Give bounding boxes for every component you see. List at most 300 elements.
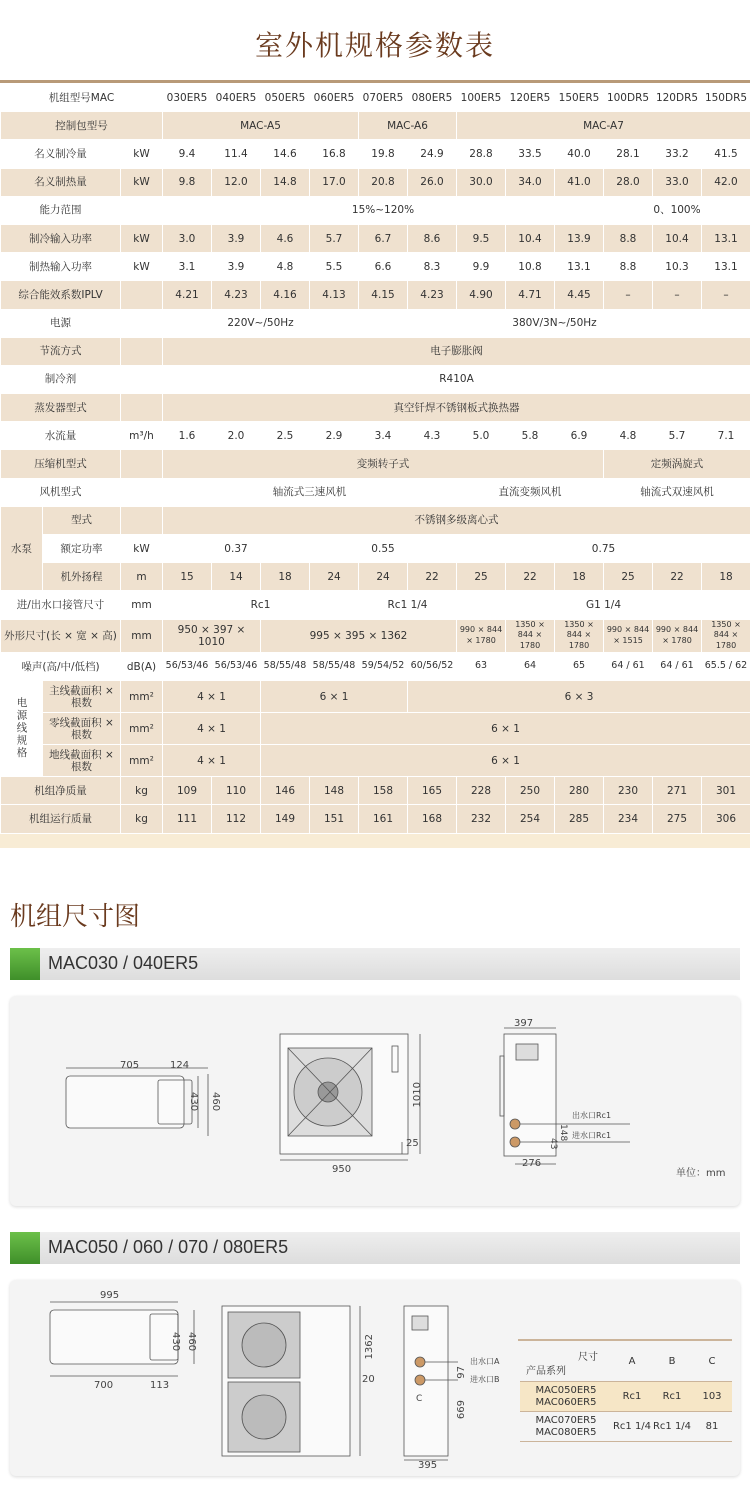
cell: Rc1 1/4: [612, 1412, 652, 1442]
model-header-cell: 120ER5: [506, 84, 555, 112]
value-cell: 8.3: [408, 253, 457, 281]
model-header-cell: 050ER5: [261, 84, 310, 112]
value-cell: 280: [555, 777, 604, 805]
value-cell: 3.9: [212, 224, 261, 252]
outlet-label: 出水口Rc1: [572, 1110, 612, 1120]
value-cell: 14.6: [261, 140, 310, 168]
cell: 6 × 1: [261, 745, 750, 777]
dimension-drawing-1: [10, 996, 740, 1206]
row-label: 压缩机型式: [1, 450, 121, 478]
value-cell: 10.8: [506, 253, 555, 281]
column-header: B: [652, 1342, 692, 1382]
table-row: [520, 1382, 732, 1412]
value-cell: 165: [408, 777, 457, 805]
row-net-weight: [1, 777, 750, 805]
value-cell: 30.0: [457, 168, 506, 196]
unit-cell: [121, 309, 163, 337]
dim-top-d1: 430: [188, 1091, 199, 1111]
model-header-cell: 070ER5: [359, 84, 408, 112]
value-cell: 8.6: [408, 224, 457, 252]
row-compressor: [1, 450, 750, 478]
dim-side-depth: 397: [514, 1017, 534, 1029]
row-label: 进/出水口接管尺寸: [1, 591, 121, 619]
cell: 990 × 844 × 1780: [653, 619, 702, 652]
dim-front-height: 1362: [364, 1333, 375, 1359]
value-cell: 41.5: [702, 140, 750, 168]
cell: R410A: [163, 365, 750, 393]
value-cell: 24: [310, 563, 359, 591]
value-cell: 58/55/48: [310, 652, 359, 680]
value-cell: 13.1: [555, 253, 604, 281]
value-cell: 22: [653, 563, 702, 591]
unit-cell: [121, 196, 163, 224]
spec-table: [0, 83, 750, 834]
value-cell: 2.0: [212, 422, 261, 450]
unit-cell: kg: [121, 805, 163, 833]
unit-cell: kW: [121, 140, 163, 168]
value-cell: 10.4: [653, 224, 702, 252]
model-cell: MAC070ER5: [535, 1414, 597, 1426]
value-cell: 8.8: [604, 224, 653, 252]
row-pump-type: [1, 506, 750, 534]
value-cell: 4.21: [163, 281, 212, 309]
inlet-label: 进水口B: [470, 1374, 500, 1384]
value-cell: 58/55/48: [261, 652, 310, 680]
model-name: MAC050 / 060 / 070 / 080ER5: [48, 1237, 289, 1258]
row-label: 控制包型号: [1, 112, 163, 140]
value-cell: 56/53/46: [163, 652, 212, 680]
value-cell: 168: [408, 805, 457, 833]
table-header-row: [520, 1342, 732, 1382]
value-cell: 1.6: [163, 422, 212, 450]
dim-front-base: 25: [406, 1137, 419, 1149]
unit-cell: mm: [121, 591, 163, 619]
value-cell: 4.3: [408, 422, 457, 450]
value-cell: 20.8: [359, 168, 408, 196]
row-label: 机组型号MAC: [1, 84, 163, 112]
corner-top-label: 尺寸: [578, 1351, 598, 1363]
page-title: 室外机规格参数表: [254, 29, 495, 62]
row-capacity: [1, 196, 750, 224]
cell: 15%~120%: [163, 196, 604, 224]
model-header-cell: 120DR5: [653, 84, 702, 112]
model-header-cell: 030ER5: [163, 84, 212, 112]
unit-cell: mm: [121, 619, 163, 652]
cell: Rc1 1/4: [359, 591, 457, 619]
model-header-cell: 040ER5: [212, 84, 261, 112]
value-cell: 5.7: [653, 422, 702, 450]
row-label: 机外扬程: [43, 563, 121, 591]
value-cell: 275: [653, 805, 702, 833]
value-cell: 5.5: [310, 253, 359, 281]
row-heat-input: [1, 253, 750, 281]
port-size-table: [520, 1342, 732, 1443]
value-cell: 33.2: [653, 140, 702, 168]
value-cell: 22: [506, 563, 555, 591]
value-cell: 4.8: [604, 422, 653, 450]
row-label: 能力范围: [1, 196, 121, 224]
value-cell: 230: [604, 777, 653, 805]
value-cell: 10.3: [653, 253, 702, 281]
value-cell: 254: [506, 805, 555, 833]
row-label: 主线截面积 × 根数: [43, 681, 121, 713]
green-marker-icon: [10, 948, 40, 980]
value-cell: 9.9: [457, 253, 506, 281]
value-cell: 161: [359, 805, 408, 833]
value-cell: 18: [555, 563, 604, 591]
unit-note: 单位：mm: [676, 1167, 726, 1179]
value-cell: 17.0: [310, 168, 359, 196]
value-cell: 24: [359, 563, 408, 591]
group-label-cable: 电源线规格: [1, 681, 43, 777]
value-cell: 12.0: [212, 168, 261, 196]
cell: 变频转子式: [163, 450, 604, 478]
column-header: A: [612, 1342, 652, 1382]
cell: 0.37: [163, 535, 310, 563]
cell: 4 × 1: [163, 745, 261, 777]
value-cell: 4.15: [359, 281, 408, 309]
dim-top-len: 705: [120, 1059, 140, 1071]
model-header-cell: 080ER5: [408, 84, 457, 112]
unit-cell: kg: [121, 777, 163, 805]
unit-cell: kW: [121, 224, 163, 252]
value-cell: 59/54/52: [359, 652, 408, 680]
unit-cell: [121, 506, 163, 534]
row-label: 节流方式: [1, 337, 121, 365]
value-cell: 41.0: [555, 168, 604, 196]
dim-top-d1: 430: [170, 1331, 181, 1351]
row-label: 风机型式: [1, 478, 121, 506]
value-cell: 3.1: [163, 253, 212, 281]
unit-cell: kW: [121, 168, 163, 196]
row-label: 制冷输入功率: [1, 224, 121, 252]
value-cell: 3.4: [359, 422, 408, 450]
cell: 6 × 1: [261, 681, 408, 713]
unit-cell: [121, 281, 163, 309]
value-cell: 64 / 61: [604, 652, 653, 680]
cell: 不锈钢多级离心式: [163, 506, 750, 534]
value-cell: 109: [163, 777, 212, 805]
cell: 电子膨胀阀: [163, 337, 750, 365]
value-cell: 9.8: [163, 168, 212, 196]
cell: 6 × 1: [261, 713, 750, 745]
row-label: 制热输入功率: [1, 253, 121, 281]
value-cell: 4.16: [261, 281, 310, 309]
dim-top-side: 124: [170, 1059, 190, 1071]
value-cell: 6.7: [359, 224, 408, 252]
model-name: MAC030 / 040ER5: [48, 953, 199, 974]
value-cell: 4.23: [212, 281, 261, 309]
value-cell: 8.8: [604, 253, 653, 281]
cell: MAC-A6: [359, 112, 457, 140]
outlet-label: 出水口A: [470, 1356, 500, 1366]
row-noise: [1, 652, 750, 680]
row-evaporator: [1, 394, 750, 422]
cell: Rc1: [163, 591, 359, 619]
value-cell: 25: [457, 563, 506, 591]
model-header-cell: 150DR5: [702, 84, 750, 112]
value-cell: –: [604, 281, 653, 309]
value-cell: 5.0: [457, 422, 506, 450]
value-cell: 14: [212, 563, 261, 591]
row-label: 零线截面积 × 根数: [43, 713, 121, 745]
model-cell: MAC080ER5: [535, 1426, 597, 1438]
row-fan: [1, 478, 750, 506]
value-cell: 4.23: [408, 281, 457, 309]
row-label: 制冷剂: [1, 365, 121, 393]
value-cell: 146: [261, 777, 310, 805]
value-cell: 33.5: [506, 140, 555, 168]
cell: 1350 × 844 × 1780: [702, 619, 750, 652]
value-cell: 15: [163, 563, 212, 591]
row-label: 综合能效系数IPLV: [1, 281, 121, 309]
dim-top-d2: 460: [186, 1331, 197, 1351]
value-cell: 2.5: [261, 422, 310, 450]
row-heating: [1, 168, 750, 196]
value-cell: 271: [653, 777, 702, 805]
row-cable-main: [1, 681, 750, 713]
value-cell: 28.0: [604, 168, 653, 196]
dim-top-d2: 460: [210, 1091, 221, 1111]
cell: 轴流式双速风机: [604, 478, 750, 506]
unit-cell: dB(A): [121, 652, 163, 680]
row-label: 蒸发器型式: [1, 394, 121, 422]
value-cell: 4.71: [506, 281, 555, 309]
value-cell: 285: [555, 805, 604, 833]
cell: Rc1: [652, 1382, 692, 1412]
cell: 4 × 1: [163, 713, 261, 745]
row-pipe: [1, 591, 750, 619]
value-cell: 42.0: [702, 168, 750, 196]
dim-top-len: 995: [100, 1289, 120, 1301]
unit-cell: [121, 478, 163, 506]
row-cable-neutral: [1, 713, 750, 745]
dim-top-b: 113: [150, 1379, 170, 1391]
value-cell: 148: [310, 777, 359, 805]
value-cell: 56/53/46: [212, 652, 261, 680]
value-cell: 14.8: [261, 168, 310, 196]
dim-side-depth: 395: [418, 1459, 438, 1471]
table-row: [520, 1412, 732, 1442]
model-bar-2: [10, 1232, 740, 1264]
cell: 995 × 395 × 1362: [261, 619, 457, 652]
value-cell: 25: [604, 563, 653, 591]
model-header-cell: 060ER5: [310, 84, 359, 112]
dim-side-h1: 148: [558, 1123, 568, 1141]
value-cell: 28.1: [604, 140, 653, 168]
value-cell: 9.5: [457, 224, 506, 252]
dim-front-height: 1010: [412, 1081, 423, 1107]
corner-bottom-label: 产品系列: [526, 1366, 566, 1378]
value-cell: 9.4: [163, 140, 212, 168]
dim-side-h2: 43: [548, 1137, 558, 1149]
row-throttle: [1, 337, 750, 365]
row-label: 地线截面积 × 根数: [43, 745, 121, 777]
spec-table-section: [0, 80, 750, 848]
group-label-pump: 水泵: [1, 506, 43, 591]
cell: MAC-A7: [457, 112, 750, 140]
value-cell: 26.0: [408, 168, 457, 196]
row-cool-input: [1, 224, 750, 252]
row-power: [1, 309, 750, 337]
cell: MAC-A5: [163, 112, 359, 140]
section-title: 机组尺寸图: [10, 901, 141, 932]
row-label: 额定功率: [43, 535, 121, 563]
value-cell: 63: [457, 652, 506, 680]
value-cell: 112: [212, 805, 261, 833]
value-cell: 64: [506, 652, 555, 680]
value-cell: 234: [604, 805, 653, 833]
unit-cell: [121, 337, 163, 365]
value-cell: 111: [163, 805, 212, 833]
value-cell: 24.9: [408, 140, 457, 168]
row-control: [1, 112, 750, 140]
value-cell: 250: [506, 777, 555, 805]
value-cell: –: [653, 281, 702, 309]
value-cell: 232: [457, 805, 506, 833]
value-cell: 33.0: [653, 168, 702, 196]
value-cell: 40.0: [555, 140, 604, 168]
green-marker-icon: [10, 1232, 40, 1264]
cell: 0.55: [310, 535, 457, 563]
cell: G1 1/4: [457, 591, 750, 619]
row-model: [1, 84, 750, 112]
value-cell: 2.9: [310, 422, 359, 450]
value-cell: 65: [555, 652, 604, 680]
row-label: 噪声(高/中/低档): [1, 652, 121, 680]
model-header-cell: 100DR5: [604, 84, 653, 112]
value-cell: 4.45: [555, 281, 604, 309]
dim-top-a: 700: [94, 1379, 114, 1391]
value-cell: 158: [359, 777, 408, 805]
row-cable-ground: [1, 745, 750, 777]
drawing-panel-1: [10, 996, 740, 1206]
value-cell: 149: [261, 805, 310, 833]
value-cell: 19.8: [359, 140, 408, 168]
value-cell: 34.0: [506, 168, 555, 196]
dim-side-h2: 669: [456, 1399, 467, 1419]
row-water-flow: [1, 422, 750, 450]
value-cell: 4.90: [457, 281, 506, 309]
value-cell: 301: [702, 777, 750, 805]
value-cell: 64 / 61: [653, 652, 702, 680]
value-cell: 4.13: [310, 281, 359, 309]
inlet-label: 进水口Rc1: [572, 1130, 612, 1140]
cell: 950 × 397 × 1010: [163, 619, 261, 652]
value-cell: 3.0: [163, 224, 212, 252]
value-cell: –: [702, 281, 750, 309]
value-cell: 18: [702, 563, 750, 591]
unit-cell: [121, 394, 163, 422]
cell: 103: [692, 1382, 732, 1412]
value-cell: 5.7: [310, 224, 359, 252]
model-header-cell: 100ER5: [457, 84, 506, 112]
dim-side-w: 276: [522, 1157, 542, 1169]
unit-cell: m: [121, 563, 163, 591]
cell: 轴流式三速风机: [163, 478, 457, 506]
cell: 990 × 844 × 1515: [604, 619, 653, 652]
unit-cell: mm²: [121, 745, 163, 777]
value-cell: 6.9: [555, 422, 604, 450]
row-pump-rated: [1, 535, 750, 563]
cell: Rc1: [612, 1382, 652, 1412]
cell: 1350 × 844 × 1780: [555, 619, 604, 652]
row-label: 外形尺寸(长 × 宽 × 高): [1, 619, 121, 652]
cell: 0.75: [457, 535, 750, 563]
value-cell: 28.8: [457, 140, 506, 168]
model-cell: MAC050ER5: [535, 1384, 597, 1396]
unit-cell: kW: [121, 253, 163, 281]
value-cell: 16.8: [310, 140, 359, 168]
unit-cell: kW: [121, 535, 163, 563]
model-cell: MAC060ER5: [535, 1396, 597, 1408]
row-cooling: [1, 140, 750, 168]
row-iplv: [1, 281, 750, 309]
dim-side-c: C: [416, 1393, 423, 1404]
value-cell: 4.8: [261, 253, 310, 281]
value-cell: 228: [457, 777, 506, 805]
value-cell: 7.1: [702, 422, 750, 450]
row-label: 机组净质量: [1, 777, 121, 805]
cell: 380V/3N~/50Hz: [359, 309, 750, 337]
drawing-panel-2: [10, 1280, 740, 1476]
value-cell: 11.4: [212, 140, 261, 168]
cell: 4 × 1: [163, 681, 261, 713]
cell: 真空钎焊不锈钢板式换热器: [163, 394, 750, 422]
model-header-cell: 150ER5: [555, 84, 604, 112]
row-refrigerant: [1, 365, 750, 393]
value-cell: 22: [408, 563, 457, 591]
cell: 直流变频风机: [457, 478, 604, 506]
row-label: 电源: [1, 309, 121, 337]
value-cell: 6.6: [359, 253, 408, 281]
dim-side-h1: 97: [456, 1365, 467, 1379]
value-cell: 60/56/52: [408, 652, 457, 680]
dim-front-base: 20: [362, 1373, 375, 1385]
value-cell: 3.9: [212, 253, 261, 281]
row-pump-head: [1, 563, 750, 591]
value-cell: 13.1: [702, 253, 750, 281]
row-size: [1, 619, 750, 652]
value-cell: 13.1: [702, 224, 750, 252]
model-bar-1: [10, 948, 740, 980]
value-cell: 13.9: [555, 224, 604, 252]
row-label: 水流量: [1, 422, 121, 450]
cell: 定频涡旋式: [604, 450, 750, 478]
cell: 990 × 844 × 1780: [457, 619, 506, 652]
cell: Rc1 1/4: [652, 1412, 692, 1442]
value-cell: 4.6: [261, 224, 310, 252]
unit-cell: mm²: [121, 713, 163, 745]
column-header: C: [692, 1342, 732, 1382]
unit-cell: mm²: [121, 681, 163, 713]
row-label: 机组运行质量: [1, 805, 121, 833]
cell: 81: [692, 1412, 732, 1442]
row-label: 名义制冷量: [1, 140, 121, 168]
row-label: 型式: [43, 506, 121, 534]
unit-cell: [121, 365, 163, 393]
value-cell: 151: [310, 805, 359, 833]
dim-front-width: 950: [332, 1163, 352, 1175]
table-bottom-band: [0, 834, 750, 848]
row-run-weight: [1, 805, 750, 833]
cell: 220V~/50Hz: [163, 309, 359, 337]
unit-cell: m³/h: [121, 422, 163, 450]
value-cell: 10.4: [506, 224, 555, 252]
row-label: 名义制热量: [1, 168, 121, 196]
unit-cell: [121, 450, 163, 478]
value-cell: 65.5 / 62: [702, 652, 750, 680]
